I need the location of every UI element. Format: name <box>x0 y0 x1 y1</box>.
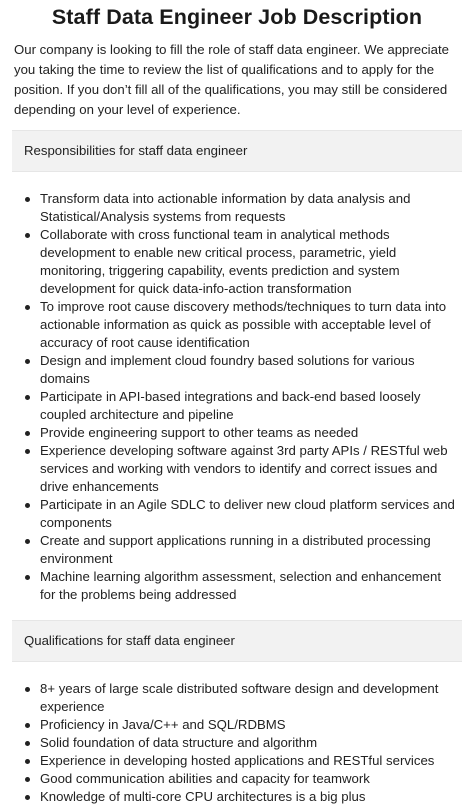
list-item <box>40 568 460 604</box>
list-item-text: To improve root cause discovery methods/techniques to turn data into actionable information as quick as possible with acceptable level of accuracy of root cause identification <box>40 299 447 350</box>
bullet-icon <box>25 777 30 782</box>
intro-paragraph: Our company is looking to fill the role of staff data engineer. We appreciate you taking the time to review the list of qualifications and to apply for the position. If you don’t fill all of the qualifications, you may still be considered depending on your level of experience. <box>14 42 449 117</box>
bullet-icon <box>25 759 30 764</box>
list-item-text: Good communication abilities and capacity for teamwork <box>40 771 370 786</box>
list-item-text: Knowledge of multi-core CPU architectures is a big plus <box>40 789 366 804</box>
list-item <box>40 532 460 568</box>
responsibilities-list <box>14 190 460 604</box>
list-item-text: 8+ years of large scale distributed software design and development experience <box>40 681 439 714</box>
list-item <box>40 442 460 496</box>
list-item <box>40 424 460 442</box>
list-item-text: Experience in developing hosted applications and RESTful services <box>40 753 435 768</box>
list-item <box>40 352 460 388</box>
list-item-text: Transform data into actionable information by data analysis and Statistical/Analysis systems from requests <box>40 191 411 224</box>
qualifications-heading: Qualifications for staff data engineer <box>12 620 462 662</box>
list-item <box>40 190 460 226</box>
list-item-text: Design and implement cloud foundry based solutions for various domains <box>40 353 415 386</box>
list-item-text: Collaborate with cross functional team in analytical methods development to enable new critical process, parametric, yield monitoring, triggering capability, events prediction and system development for quick data-info-action transformation <box>40 227 400 296</box>
bullet-icon <box>25 503 30 508</box>
list-item-text: Participate in API-based integrations and back-end based loosely coupled architecture and pipeline <box>40 389 421 422</box>
list-item-text: Solid foundation of data structure and algorithm <box>40 735 318 750</box>
bullet-icon <box>25 233 30 238</box>
list-item-text: Experience developing software against 3rd party APIs / RESTful web services and working with vendors to identify and correct issues and drive enhancements <box>40 443 448 494</box>
list-item-text: Participate in an Agile SDLC to deliver new cloud platform services and components <box>40 497 455 530</box>
list-item-text: Provide engineering support to other teams as needed <box>40 425 359 440</box>
bullet-icon <box>25 359 30 364</box>
page-title: Staff Data Engineer Job Description <box>51 5 423 29</box>
list-item <box>40 734 460 752</box>
bullet-icon <box>25 539 30 544</box>
bullet-icon <box>25 795 30 800</box>
list-item <box>40 298 460 352</box>
bullet-icon <box>25 723 30 728</box>
list-item-text: Proficiency in Java/C++ and SQL/RDBMS <box>40 717 286 732</box>
bullet-icon <box>25 741 30 746</box>
list-item <box>40 496 460 532</box>
list-item <box>40 680 460 716</box>
list-item <box>40 226 460 298</box>
list-item <box>40 788 460 806</box>
bullet-icon <box>25 395 30 400</box>
bullet-icon <box>25 575 30 580</box>
bullet-icon <box>25 431 30 436</box>
qualifications-list <box>14 680 460 806</box>
bullet-icon <box>25 449 30 454</box>
bullet-icon <box>25 687 30 692</box>
list-item-text: Machine learning algorithm assessment, selection and enhancement for the problems being addressed <box>40 569 441 602</box>
list-item <box>40 752 460 770</box>
bullet-icon <box>25 197 30 202</box>
list-item <box>40 770 460 788</box>
list-item <box>40 388 460 424</box>
bullet-icon <box>25 305 30 310</box>
list-item-text: Create and support applications running in a distributed processing environment <box>40 533 431 566</box>
list-item <box>40 716 460 734</box>
responsibilities-heading: Responsibilities for staff data engineer <box>12 130 462 172</box>
